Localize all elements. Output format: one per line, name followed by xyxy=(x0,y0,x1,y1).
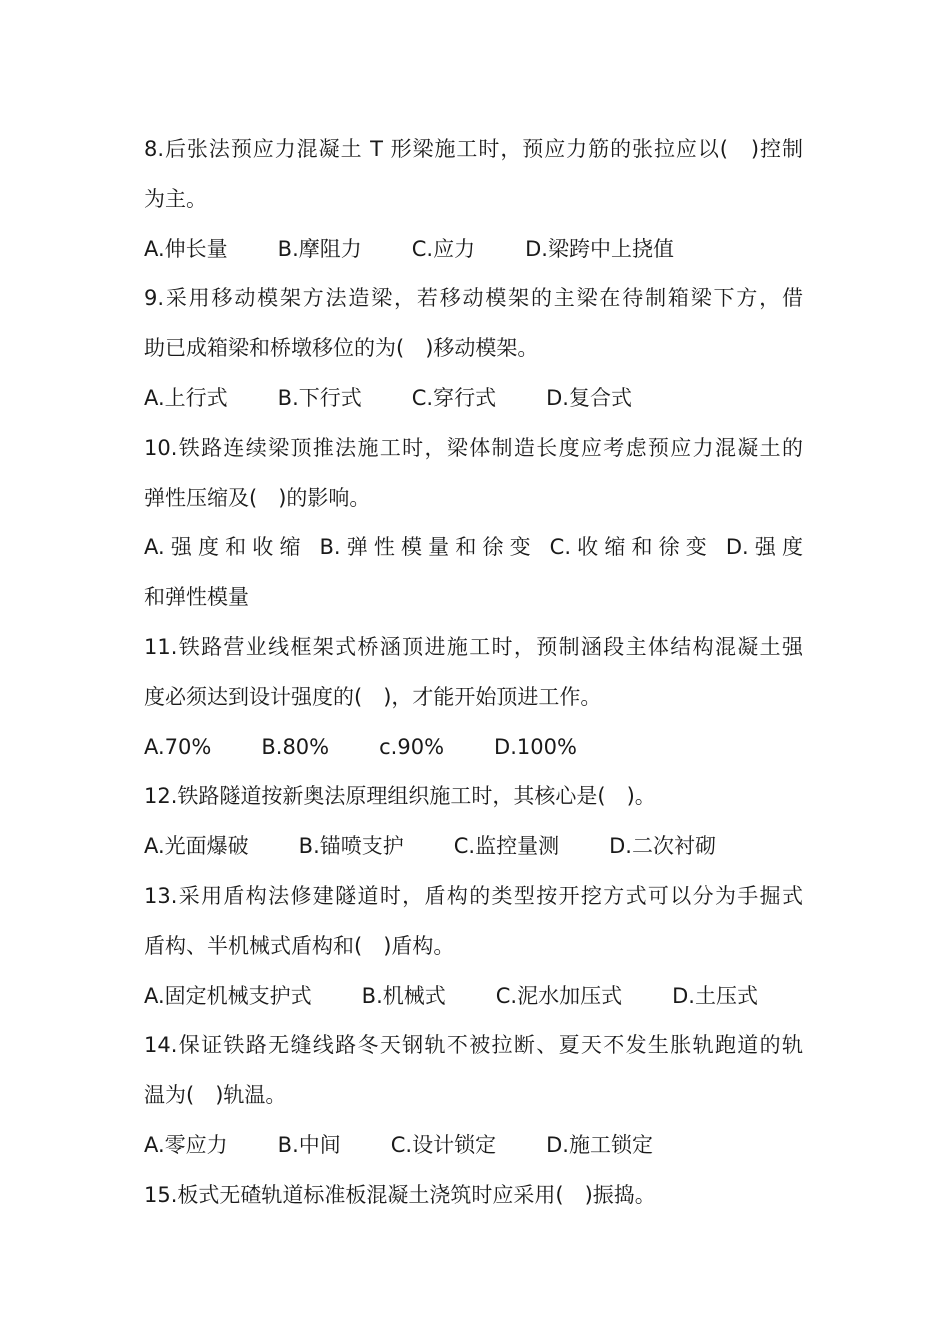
question-8-options xyxy=(144,225,809,275)
question-13-options xyxy=(144,972,809,1022)
question-14-line-2: 温为( )轨温。 xyxy=(144,1083,287,1108)
question-10-options xyxy=(144,523,803,573)
option-a: A.伸长量 xyxy=(144,236,228,261)
option-a: A.固定机械支护式 xyxy=(144,983,312,1008)
question-9-line-1: 9.采用移动模架方法造梁，若移动模架的主梁在待制箱梁下方，借 xyxy=(144,286,803,311)
question-8-line-2: 为主。 xyxy=(144,186,207,211)
option-d: D.施工锁定 xyxy=(546,1132,653,1157)
option-a: A.70% xyxy=(144,734,212,759)
option-c: C.穿行式 xyxy=(411,385,497,410)
option-d: D.二次衬砌 xyxy=(609,834,716,859)
question-12-options xyxy=(144,822,809,872)
question-14-line-1: 14.保证铁路无缝线路冬天钢轨不被拉断、夏天不发生胀轨跑道的轨 xyxy=(144,1033,803,1058)
question-14-options xyxy=(144,1121,809,1171)
option-a: A.强度和收缩 xyxy=(144,535,307,560)
option-b: B.锚喷支护 xyxy=(298,834,404,859)
option-b: B.摩阻力 xyxy=(277,236,362,261)
question-13-line-2: 盾构、半机械式盾构和( )盾构。 xyxy=(144,933,455,958)
option-d: D.强度 xyxy=(725,535,803,560)
question-15-line-1: 15.板式无碴轨道标准板混凝土浇筑时应采用( )振捣。 xyxy=(144,1182,656,1207)
question-11-line-2: 度必须达到设计强度的( )，才能开始顶进工作。 xyxy=(144,684,602,709)
option-a: A.零应力 xyxy=(144,1132,228,1157)
option-d: D.梁跨中上挠值 xyxy=(525,236,674,261)
option-a: A.光面爆破 xyxy=(144,834,249,859)
question-11-line-1: 11.铁路营业线框架式桥涵顶进施工时，预制涵段主体结构混凝土强 xyxy=(144,634,803,659)
question-12-line-1: 12.铁路隧道按新奥法原理组织施工时，其核心是( )。 xyxy=(144,784,656,809)
option-b: B.机械式 xyxy=(361,983,446,1008)
option-c: c.90% xyxy=(379,734,445,759)
option-b: B.中间 xyxy=(277,1132,341,1157)
question-9-options xyxy=(144,374,809,424)
question-10-line-2: 弹性压缩及( )的影响。 xyxy=(144,485,371,510)
option-c: C.设计锁定 xyxy=(390,1132,497,1157)
question-11-options xyxy=(144,723,809,773)
option-d: D.100% xyxy=(494,734,577,759)
question-10-option-continuation: 和弹性模量 xyxy=(144,585,249,610)
option-b: B.弹性模量和徐变 xyxy=(319,535,537,560)
question-13-line-1: 13.采用盾构法修建隧道时，盾构的类型按开挖方式可以分为手掘式 xyxy=(144,883,803,908)
option-b: B.下行式 xyxy=(277,385,362,410)
question-list xyxy=(144,125,809,1221)
option-c: C.应力 xyxy=(411,236,476,261)
option-a: A.上行式 xyxy=(144,385,228,410)
option-b: B.80% xyxy=(261,734,330,759)
option-c: C.收缩和徐变 xyxy=(549,535,713,560)
question-10-line-1: 10.铁路连续梁顶推法施工时，梁体制造长度应考虑预应力混凝土的 xyxy=(144,435,803,460)
question-8-line-1: 8.后张法预应力混凝土 T 形梁施工时，预应力筋的张拉应以( )控制 xyxy=(144,137,803,161)
option-d: D.复合式 xyxy=(546,385,632,410)
option-c: C.泥水加压式 xyxy=(495,983,623,1008)
option-d: D.土压式 xyxy=(672,983,758,1008)
question-9-line-2: 助已成箱梁和桥墩移位的为( )移动模架。 xyxy=(144,336,539,361)
option-c: C.监控量测 xyxy=(453,834,560,859)
